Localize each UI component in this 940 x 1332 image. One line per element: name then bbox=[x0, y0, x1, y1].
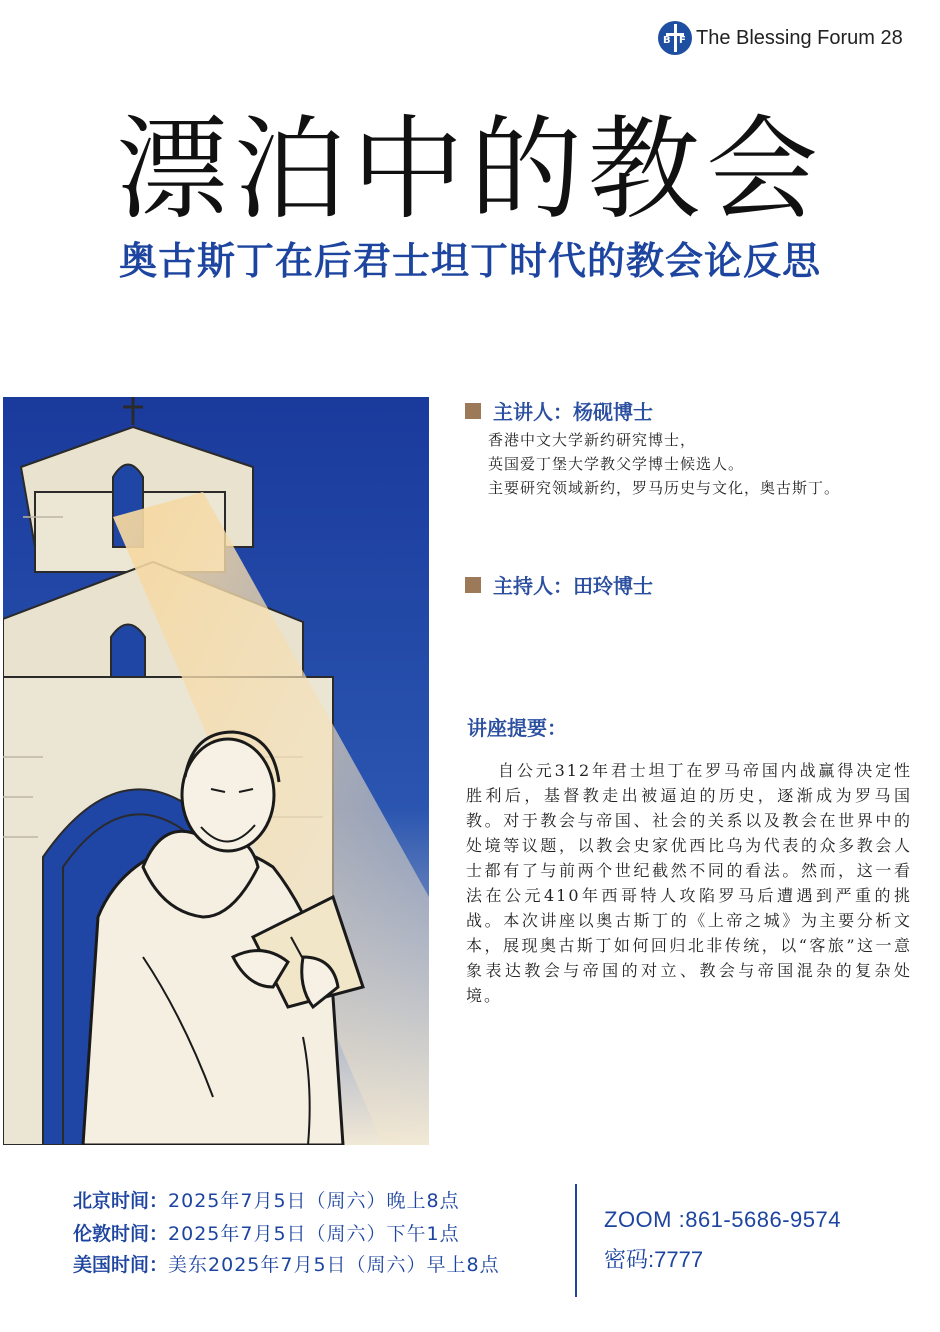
host-label: 主持人：田玲博士 bbox=[493, 574, 653, 598]
bullet-square-icon bbox=[465, 403, 481, 419]
time-value: 2025年7月5日（周六）晚上8点 bbox=[168, 1190, 460, 1212]
bullet-square-icon bbox=[465, 577, 481, 593]
zoom-id: ZOOM :861-5686-9574 bbox=[604, 1207, 841, 1232]
time-beijing bbox=[73, 1186, 460, 1213]
poster-title: 漂泊中的教会 bbox=[116, 105, 824, 235]
poster-subtitle: 奥古斯丁在后君士坦丁时代的教会论反思 bbox=[118, 238, 821, 283]
time-label: 美国时间： bbox=[73, 1254, 169, 1276]
brand-logo bbox=[658, 18, 918, 58]
illustration-monk-reading bbox=[3, 397, 429, 1145]
speaker-heading bbox=[465, 396, 653, 425]
host-heading bbox=[465, 570, 653, 599]
vertical-divider bbox=[575, 1184, 577, 1297]
time-label: 伦敦时间： bbox=[73, 1223, 169, 1245]
zoom-password: 密码:7777 bbox=[604, 1247, 704, 1272]
abstract-heading: 讲座提要： bbox=[467, 716, 567, 740]
speaker-bio bbox=[488, 428, 840, 500]
bio-line: 香港中文大学新约研究博士， bbox=[488, 431, 697, 449]
abstract-body: 自公元312年君士坦丁在罗马帝国内战赢得决定性胜利后，基督教走出被逼迫的历史，逐渐成为罗马国教。对于教会与帝国、社会的关系以及教会在世界中的处境等议题，以教会史家优西比乌为代表的众多教会人士都有了与前两个世纪截然不同的看法。然而，这一看法在公元410年西哥特人攻陷罗马后遭遇到严重的挑战。本次讲座以奥古斯丁的《上帝之城》为主要分析文本，展现奥古斯丁如何回归北非传统，以“客旅”这一意象表达教会与帝国的对立、教会与帝国混杂的复杂处境。 bbox=[466, 761, 912, 1005]
cross-logo-icon: B F bbox=[658, 21, 692, 55]
time-label: 北京时间： bbox=[73, 1190, 169, 1212]
speaker-label: 主讲人：杨砚博士 bbox=[493, 400, 653, 424]
time-value: 美东2025年7月5日（周六）早上8点 bbox=[168, 1254, 500, 1276]
bio-line: 英国爱丁堡大学教父学博士候选人。 bbox=[488, 455, 745, 473]
time-value: 2025年7月5日（周六）下午1点 bbox=[168, 1223, 460, 1245]
time-us bbox=[73, 1250, 500, 1277]
brand-name: The Blessing Forum 28 bbox=[696, 26, 903, 49]
time-london bbox=[73, 1219, 460, 1246]
bio-line: 主要研究领域新约，罗马历史与文化，奥古斯丁。 bbox=[488, 479, 841, 497]
